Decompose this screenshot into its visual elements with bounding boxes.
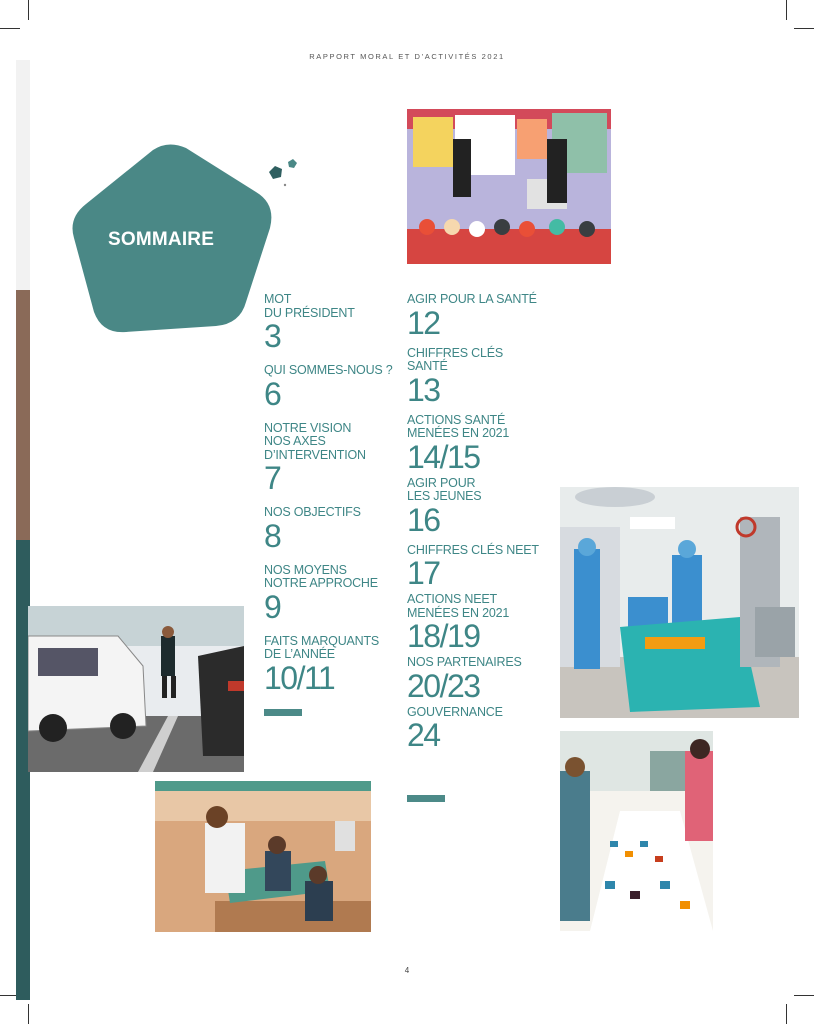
toc-entry-page: 7 [264, 460, 281, 496]
toc-entry-label [264, 635, 404, 662]
toc-entry-label-line: NOTRE VISION [264, 420, 352, 435]
toc-entry-label [407, 477, 557, 504]
toc-entry-label-line: GOUVERNANCE [407, 704, 503, 719]
decorative-dots-icon [265, 158, 305, 190]
toc-entry-label-line: D’INTERVENTION [264, 447, 366, 462]
toc-entry-label-line: MENÉES EN 2021 [407, 426, 510, 440]
toc-entry-label-line: CHIFFRES CLÉS [407, 345, 504, 360]
toc-entry[interactable] [407, 544, 557, 590]
toc-entry-label-line: NOS AXES [264, 434, 326, 448]
toc-entry-label-line: NOS MOYENS [264, 562, 347, 577]
report-header: RAPPORT MORAL ET D’ACTIVITÉS 2021 [309, 52, 505, 61]
toc-entry-label-line: NOTRE APPROCHE [264, 576, 378, 590]
toc-entry[interactable] [407, 593, 557, 652]
toc-entry-label [264, 293, 404, 320]
photo-operating-room [560, 487, 799, 718]
photo-school-desk [155, 781, 371, 932]
page-number: 4 [404, 966, 410, 975]
toc-entry[interactable] [407, 706, 557, 752]
toc-entry-label [264, 506, 404, 520]
toc-entry-label-line: DU PRÉSIDENT [264, 305, 355, 320]
toc-entry-page: 10/11 [264, 659, 335, 696]
toc-left-column [264, 293, 404, 706]
toc-entry-label-line: SANTÉ [407, 359, 448, 373]
toc-entry-label-line: ACTIONS NEET [407, 592, 497, 606]
toc-entry[interactable] [264, 635, 404, 694]
toc-entry-label-line: FAITS MARQUANTS [264, 633, 380, 648]
left-edge-bleed [16, 60, 30, 1000]
toc-entry-label [407, 347, 557, 374]
toc-entry-label [264, 564, 404, 591]
toc-entry-label-line: NOS PARTENAIRES [407, 655, 522, 669]
toc-entry-label-line: CHIFFRES CLÉS NEET [407, 542, 539, 557]
toc-entry-label-line: MOT [264, 292, 292, 306]
photo-youth-workshop [560, 731, 713, 931]
toc-entry-label-line: MENÉES EN 2021 [407, 605, 510, 620]
toc-right-column [407, 293, 557, 755]
toc-entry-page: 24 [407, 717, 440, 753]
toc-entry-label [407, 414, 557, 441]
page-title: SOMMAIRE [108, 229, 215, 250]
toc-entry[interactable] [407, 347, 557, 406]
toc-entry[interactable] [264, 364, 404, 410]
toc-entry[interactable] [407, 656, 557, 702]
toc-entry-label-line: ACTIONS SANTÉ [407, 412, 506, 427]
photo-classroom-top [407, 109, 611, 264]
toc-entry-page: 18/19 [407, 618, 480, 654]
toc-entry[interactable] [407, 414, 557, 473]
toc-entry-label-line: AGIR POUR LA SANTÉ [407, 292, 537, 306]
photo-car-disinfection [28, 606, 244, 772]
toc-entry[interactable] [264, 506, 404, 552]
toc-entry-label-line: QUI SOMMES-NOUS ? [264, 363, 393, 377]
toc-entry-page: 12 [407, 304, 440, 341]
toc-entry-label-line: AGIR POUR [407, 475, 476, 490]
toc-entry[interactable] [264, 564, 404, 623]
toc-entry-page: 13 [407, 371, 440, 408]
toc-entry-page: 16 [407, 501, 440, 538]
toc-entry-page: 17 [407, 555, 440, 591]
toc-entry-label [264, 422, 404, 463]
toc-entry[interactable] [407, 293, 557, 339]
toc-entry-label [407, 593, 557, 620]
toc-entry-page: 6 [264, 375, 281, 412]
toc-entry[interactable] [264, 422, 404, 495]
toc-entry[interactable] [407, 477, 557, 536]
toc-entry[interactable] [264, 293, 404, 352]
toc-entry-page: 14/15 [407, 438, 480, 475]
toc-entry-page: 3 [264, 318, 281, 354]
divider-dash-left [264, 709, 302, 716]
toc-entry-page: 9 [264, 588, 281, 625]
divider-dash-right [407, 795, 445, 802]
toc-entry-page: 8 [264, 517, 281, 554]
toc-entry-label-line: NOS OBJECTIFS [264, 505, 361, 519]
toc-entry-page: 20/23 [407, 667, 480, 704]
toc-entry-label-line: LES JEUNES [407, 489, 482, 503]
toc-entry-label [264, 364, 404, 378]
toc-entry-label-line: DE L’ANNÉE [264, 647, 335, 661]
